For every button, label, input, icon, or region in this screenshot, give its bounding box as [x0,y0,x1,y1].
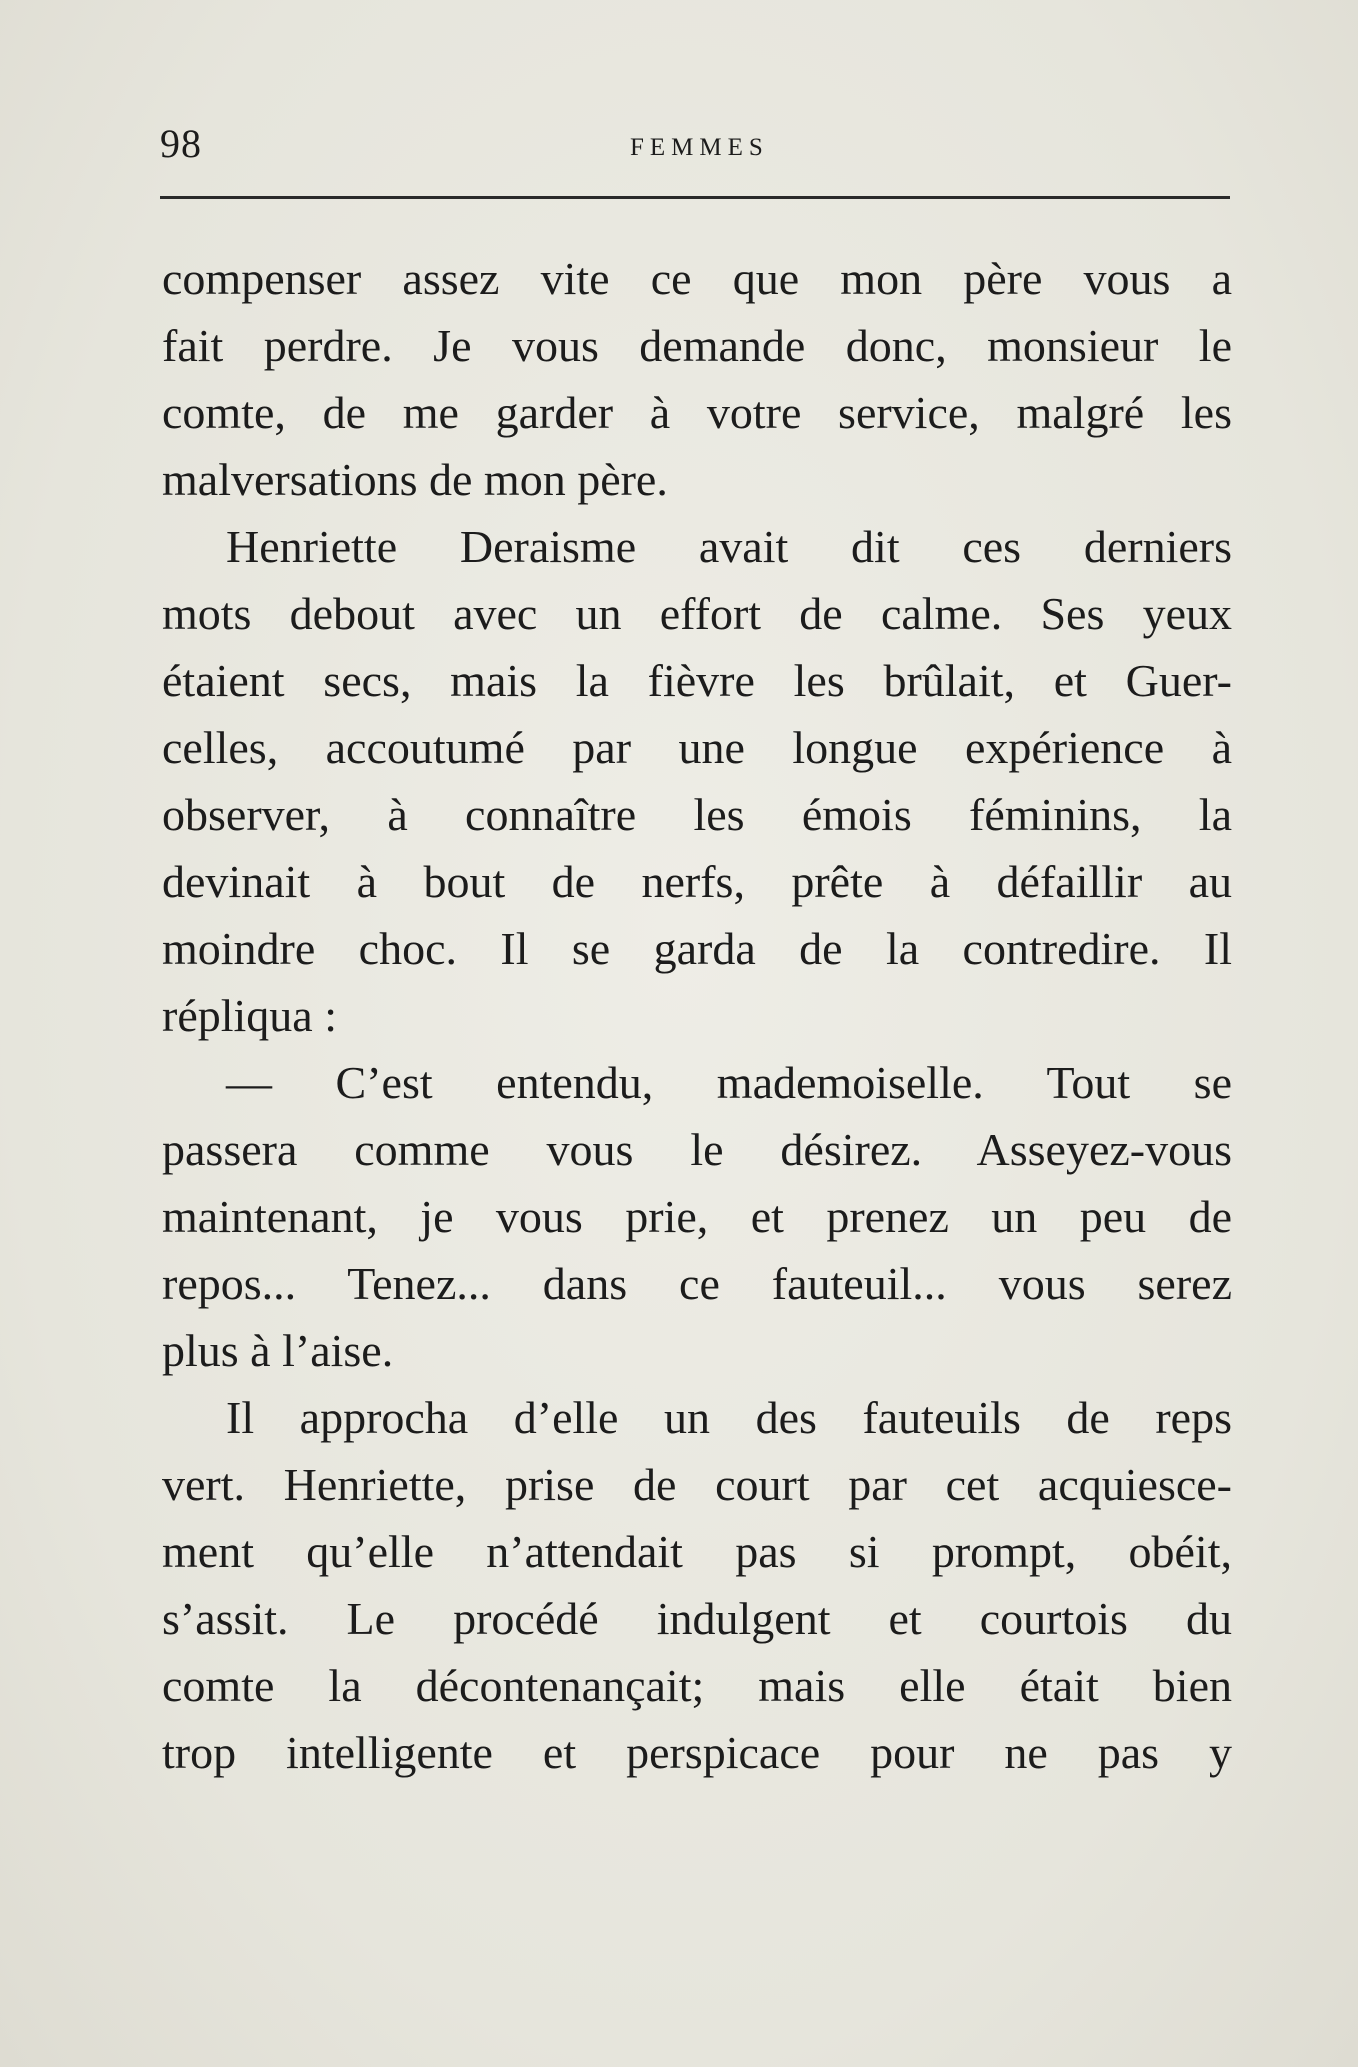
text-line: devinait à bout de nerfs, prête à défaillir au [162,856,1232,907]
header-rule [160,196,1230,199]
text-line: trop intelligente et perspicace pour ne pas y [162,1727,1232,1778]
text-line: comte la décontenançait; mais elle était bien [162,1660,1232,1711]
text-line: observer, à connaître les émois féminins, la [162,789,1232,840]
text-line: celles, accoutumé par une longue expérience à [162,722,1232,773]
text-line: étaient secs, mais la fièvre les brûlait, et Guer- [162,655,1232,706]
text-line: Henriette Deraisme avait dit ces derniers [226,521,1232,572]
text-line: moindre choc. Il se garda de la contredire. Il [162,923,1232,974]
body-text [162,245,1232,1786]
text-line: — C’est entendu, mademoiselle. Tout se [226,1057,1232,1108]
running-head: FEMMES [630,134,769,161]
text-line: fait perdre. Je vous demande donc, monsieur le [162,320,1232,371]
text-line: comte, de me garder à votre service, malgré les [162,387,1232,438]
text-line: répliqua : [162,990,337,1041]
page-number: 98 [160,121,202,166]
text-line: repos... Tenez... dans ce fauteuil... vous serez [162,1258,1232,1309]
text-line: malversations de mon père. [162,454,668,505]
text-line: compenser assez vite ce que mon père vous a [162,253,1232,304]
text-line: Il approcha d’elle un des fauteuils de reps [226,1392,1232,1443]
text-line: vert. Henriette, prise de court par cet acquiesce- [162,1459,1232,1510]
text-line: passera comme vous le désirez. Asseyez-vous [162,1124,1232,1175]
text-line: maintenant, je vous prie, et prenez un peu de [162,1191,1232,1242]
text-line: plus à l’aise. [162,1325,394,1376]
text-line: s’assit. Le procédé indulgent et courtois du [162,1593,1232,1644]
text-line: mots debout avec un effort de calme. Ses yeux [162,588,1232,639]
page-header [160,120,1230,180]
text-line: ment qu’elle n’attendait pas si prompt, obéit, [162,1526,1232,1577]
